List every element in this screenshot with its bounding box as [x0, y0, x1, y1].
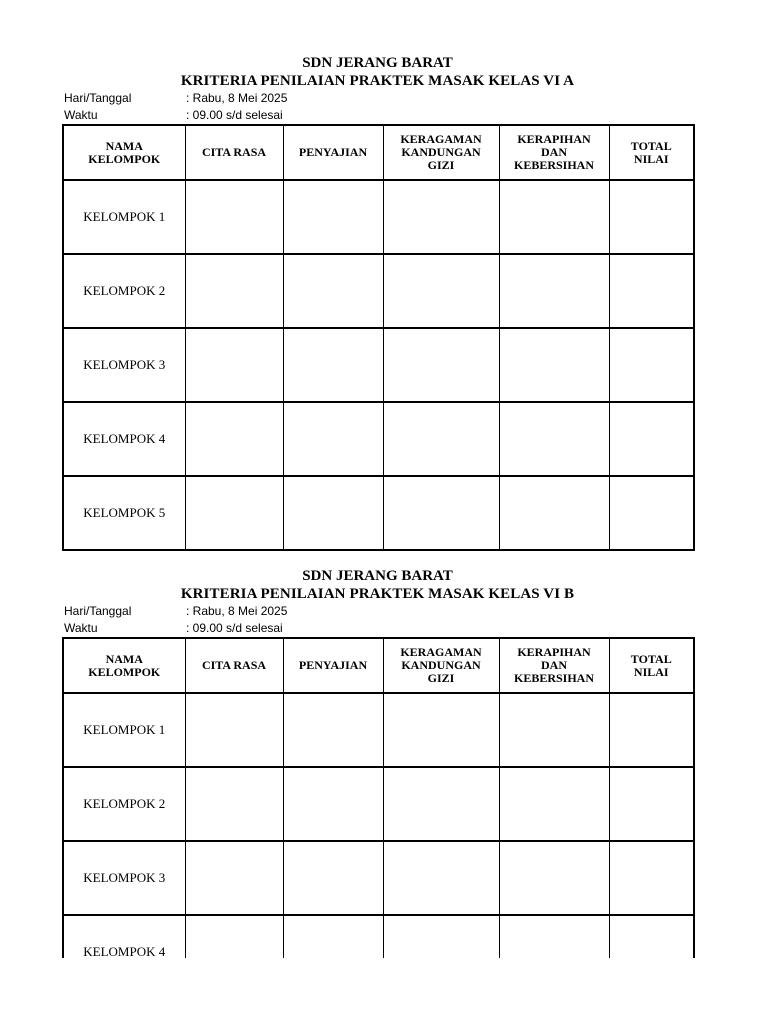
- score-cell[interactable]: [185, 254, 283, 328]
- table-row: [63, 328, 694, 402]
- score-cell[interactable]: [609, 767, 694, 841]
- score-cell[interactable]: [609, 693, 694, 767]
- score-cell[interactable]: [185, 180, 283, 254]
- score-cell[interactable]: [185, 402, 283, 476]
- table-row: [63, 254, 694, 328]
- group-name: KELOMPOK 2: [63, 767, 185, 841]
- group-name: KELOMPOK 1: [63, 180, 185, 254]
- score-cell[interactable]: [609, 841, 694, 915]
- date-label: Hari/Tanggal: [64, 91, 132, 105]
- score-cell[interactable]: [609, 254, 694, 328]
- header-total-nilai: TOTAL NILAI: [609, 638, 694, 693]
- group-name: KELOMPOK 1: [63, 693, 185, 767]
- score-cell[interactable]: [499, 693, 609, 767]
- score-cell[interactable]: [383, 254, 499, 328]
- school-name: SDN JERANG BARAT: [302, 568, 453, 584]
- score-cell[interactable]: [499, 841, 609, 915]
- section-kelas-vi-b: [62, 568, 693, 958]
- score-cell[interactable]: [383, 402, 499, 476]
- score-cell[interactable]: [609, 402, 694, 476]
- score-cell[interactable]: [283, 841, 383, 915]
- header-nama-kelompok: NAMA KELOMPOK: [63, 125, 185, 180]
- score-cell[interactable]: [499, 402, 609, 476]
- score-cell[interactable]: [383, 328, 499, 402]
- score-cell[interactable]: [499, 476, 609, 550]
- header-penyajian: PENYAJIAN: [283, 638, 383, 693]
- date-line: [62, 603, 693, 620]
- score-cell[interactable]: [283, 693, 383, 767]
- score-cell[interactable]: [383, 841, 499, 915]
- score-cell[interactable]: [283, 254, 383, 328]
- assessment-table: [62, 637, 695, 958]
- table-row: [63, 402, 694, 476]
- table-row: [63, 693, 694, 767]
- table-header-row: [63, 125, 694, 180]
- score-cell[interactable]: [383, 767, 499, 841]
- score-cell[interactable]: [283, 476, 383, 550]
- assessment-table: [62, 124, 695, 551]
- header-keragaman: KERAGAMAN KANDUNGAN GIZI: [383, 125, 499, 180]
- header-kerapihan: KERAPIHAN DAN KEBERSIHAN: [499, 638, 609, 693]
- score-cell[interactable]: [383, 693, 499, 767]
- section-kelas-vi-a: [62, 55, 693, 551]
- score-cell[interactable]: [383, 476, 499, 550]
- score-cell[interactable]: [383, 915, 499, 958]
- score-cell[interactable]: [609, 915, 694, 958]
- table-row: [63, 767, 694, 841]
- form-title: KRITERIA PENILAIAN PRAKTEK MASAK KELAS VI A: [180, 73, 575, 89]
- group-name: KELOMPOK 2: [63, 254, 185, 328]
- score-cell[interactable]: [185, 915, 283, 958]
- score-cell[interactable]: [609, 180, 694, 254]
- score-cell[interactable]: [609, 476, 694, 550]
- score-cell[interactable]: [185, 476, 283, 550]
- score-cell[interactable]: [185, 693, 283, 767]
- header-kerapihan: KERAPIHAN DAN KEBERSIHAN: [499, 125, 609, 180]
- group-name: KELOMPOK 4: [63, 915, 185, 958]
- score-cell[interactable]: [499, 180, 609, 254]
- score-cell[interactable]: [283, 402, 383, 476]
- score-cell[interactable]: [499, 254, 609, 328]
- header-nama-kelompok: NAMA KELOMPOK: [63, 638, 185, 693]
- table-row: [63, 841, 694, 915]
- header-total-nilai: TOTAL NILAI: [609, 125, 694, 180]
- score-cell[interactable]: [283, 915, 383, 958]
- group-name: KELOMPOK 3: [63, 841, 185, 915]
- table-row: [63, 915, 694, 958]
- score-cell[interactable]: [283, 180, 383, 254]
- score-cell[interactable]: [499, 915, 609, 958]
- group-name: KELOMPOK 5: [63, 476, 185, 550]
- table-row: [63, 180, 694, 254]
- group-name: KELOMPOK 4: [63, 402, 185, 476]
- group-name: KELOMPOK 3: [63, 328, 185, 402]
- time-value: : 09.00 s/d selesai: [186, 621, 283, 635]
- table-header-row: [63, 638, 694, 693]
- score-cell[interactable]: [185, 328, 283, 402]
- time-value: : 09.00 s/d selesai: [186, 108, 283, 122]
- form-title: KRITERIA PENILAIAN PRAKTEK MASAK KELAS VI B: [180, 586, 575, 602]
- score-cell[interactable]: [609, 328, 694, 402]
- date-value: : Rabu, 8 Mei 2025: [186, 91, 288, 105]
- score-cell[interactable]: [383, 180, 499, 254]
- score-cell[interactable]: [499, 328, 609, 402]
- time-line: [62, 620, 693, 637]
- score-cell[interactable]: [185, 767, 283, 841]
- header-penyajian: PENYAJIAN: [283, 125, 383, 180]
- date-line: [62, 90, 693, 107]
- header-cita-rasa: CITA RASA: [185, 638, 283, 693]
- time-label: Waktu: [64, 108, 98, 122]
- score-cell[interactable]: [499, 767, 609, 841]
- score-cell[interactable]: [283, 328, 383, 402]
- header-keragaman: KERAGAMAN KANDUNGAN GIZI: [383, 638, 499, 693]
- header-cita-rasa: CITA RASA: [185, 125, 283, 180]
- time-line: [62, 107, 693, 124]
- table-row: [63, 476, 694, 550]
- date-value: : Rabu, 8 Mei 2025: [186, 604, 288, 618]
- date-label: Hari/Tanggal: [64, 604, 132, 618]
- time-label: Waktu: [64, 621, 98, 635]
- score-cell[interactable]: [283, 767, 383, 841]
- score-cell[interactable]: [185, 841, 283, 915]
- school-name: SDN JERANG BARAT: [302, 55, 453, 71]
